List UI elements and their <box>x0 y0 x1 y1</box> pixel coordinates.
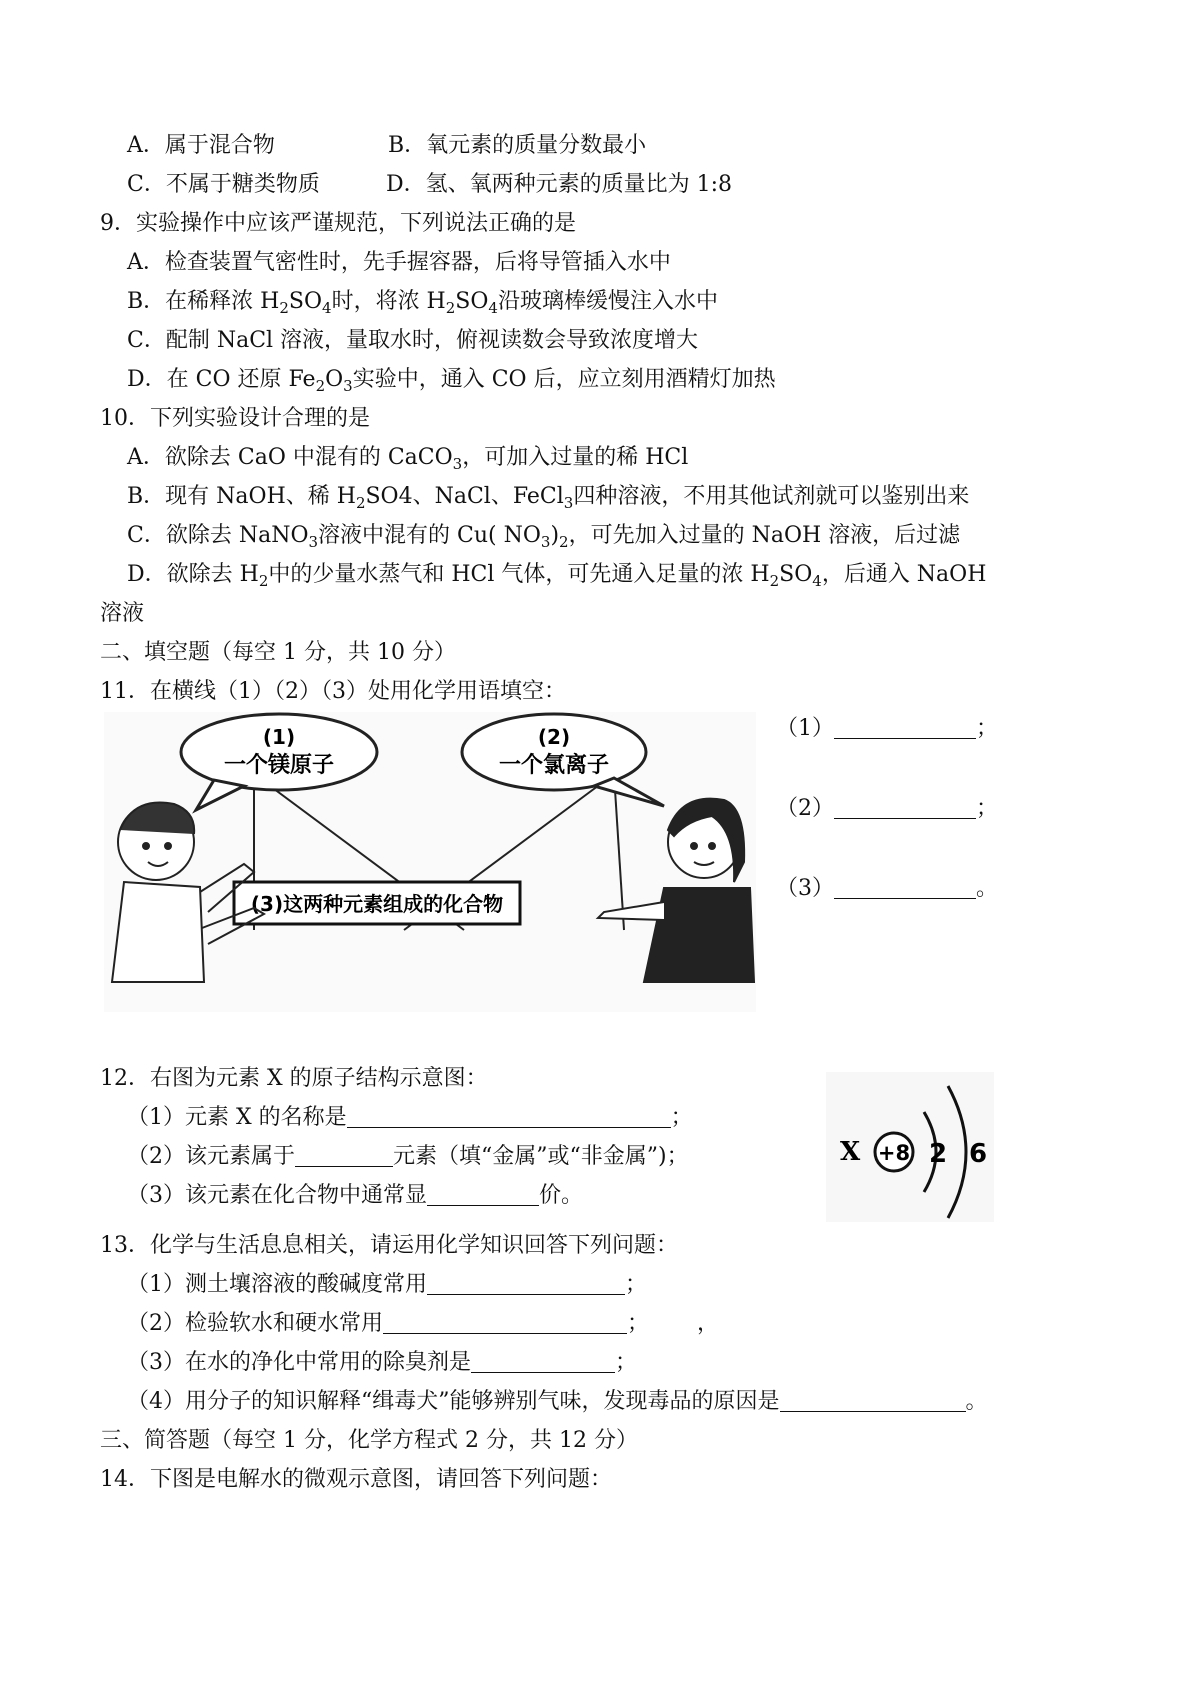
q9-option-d: D．在 CO 还原 $Fe_2O_3$实验中，通入 CO 后，应立刻用酒精灯加热 <box>127 367 776 395</box>
q13-sub-3: （3）在水的净化中常用的除臭剂是 ； <box>127 1350 638 1375</box>
q10-option-c: C．欲除去 NaNO$_3$溶液中混有的 Cu( $NO_3)_2$，可先加入过量的 NaOH 溶液，后过滤 <box>127 523 961 551</box>
q10-option-b: B．现有 NaOH、稀 $H_2SO4$、NaCl、FeCl$_3$四种溶液，不用其他试剂就可以鉴别出来 <box>127 484 970 512</box>
q12-sub-2: （2）该元素属于 元素（填“金属”或“非金属”)； <box>127 1144 689 1169</box>
q13-sub-1: （1）测土壤溶液的酸碱度常用 ； <box>127 1272 648 1297</box>
q11-answer-1: （1） ； <box>776 716 999 741</box>
q11-illustration <box>104 712 756 1012</box>
q12-blank-1[interactable] <box>347 1103 671 1128</box>
q9-option-b: B．在稀释浓 $H_2SO_4$时，将浓 $H_2SO_4$沿玻璃棒缓慢注入水中 <box>127 289 718 317</box>
q14-stem: 14．下图是电解水的微观示意图，请回答下列问题： <box>100 1467 612 1492</box>
q13-stem: 13．化学与生活息息相关，请运用化学知识回答下列问题： <box>100 1233 678 1258</box>
q12-stem: 12．右图为元素 X 的原子结构示意图： <box>100 1066 488 1091</box>
q8-option-a: A．属于混合物 <box>127 133 275 158</box>
q11-blank-1[interactable] <box>834 714 976 739</box>
q8-option-d: D．氢、氧两种元素的质量比为 1:8 <box>386 172 733 197</box>
section-3-heading: 三、简答题（每空 1 分，化学方程式 2 分，共 12 分） <box>100 1428 638 1453</box>
q13-blank-1[interactable] <box>427 1270 625 1295</box>
q9-stem: 9．实验操作中应该严谨规范，下列说法正确的是 <box>100 211 576 236</box>
shell-1-electrons: 2 <box>928 1139 948 1169</box>
nucleus-charge: +8 <box>877 1141 911 1165</box>
q13-sub-2: （2）检验软水和硬水常用 ； ， <box>127 1311 720 1336</box>
q13-blank-4[interactable] <box>780 1387 966 1412</box>
q9-option-a: A．检查装置气密性时，先手握容器，后将导管插入水中 <box>127 250 671 275</box>
atom-symbol: X <box>840 1137 861 1167</box>
q10-option-a: A．欲除去 CaO 中混有的 CaCO$_3$，可加入过量的稀 HCl <box>127 445 689 473</box>
q12-blank-3[interactable] <box>427 1181 539 1206</box>
section-2-heading: 二、填空题（每空 1 分，共 10 分） <box>100 640 456 665</box>
bubble-2-text: 一个氯离子 <box>498 753 610 778</box>
q10-option-d: D．欲除去 $H_2$中的少量水蒸气和 HCl 气体，可先通入足量的浓 $H_2SO_4$，后通入 NaOH <box>127 562 987 590</box>
shell-2-electrons: 6 <box>968 1139 988 1169</box>
q9-option-c: C．配制 NaCl 溶液，量取水时，俯视读数会导致浓度增大 <box>127 328 699 353</box>
q13-blank-2[interactable] <box>383 1309 627 1334</box>
q10-stem: 10．下列实验设计合理的是 <box>100 406 370 431</box>
bubble-2-number: (2) <box>537 725 571 749</box>
q10-option-d-continuation: 溶液 <box>100 601 145 626</box>
q11-stem: 11．在横线（1）（2）（3）处用化学用语填空： <box>100 679 566 704</box>
q8-option-b: B．氧元素的质量分数最小 <box>388 133 647 158</box>
q13-blank-3[interactable] <box>471 1348 615 1373</box>
q12-sub-1: （1）元素 X 的名称是 ； <box>127 1105 693 1130</box>
q12-blank-2[interactable] <box>295 1142 393 1167</box>
q11-answer-3: （3） 。 <box>776 876 999 901</box>
q11-blank-2[interactable] <box>834 794 976 819</box>
q11-blank-3[interactable] <box>834 874 976 899</box>
q8-option-c: C．不属于糖类物质 <box>127 172 320 197</box>
compound-box <box>234 882 520 924</box>
q13-sub-4: （4）用分子的知识解释“缉毒犬”能够辨别气味，发现毒品的原因是 。 <box>127 1389 988 1414</box>
bubble-1-text: 一个镁原子 <box>223 753 335 778</box>
atom-structure-diagram <box>826 1072 994 1222</box>
q11-answer-2: （2） ； <box>776 796 999 821</box>
q12-sub-3: （3）该元素在化合物中通常显 价。 <box>127 1183 584 1208</box>
compound-box-text: (3)这两种元素组成的化合物 <box>250 892 504 916</box>
bubble-1-number: (1) <box>262 725 296 749</box>
